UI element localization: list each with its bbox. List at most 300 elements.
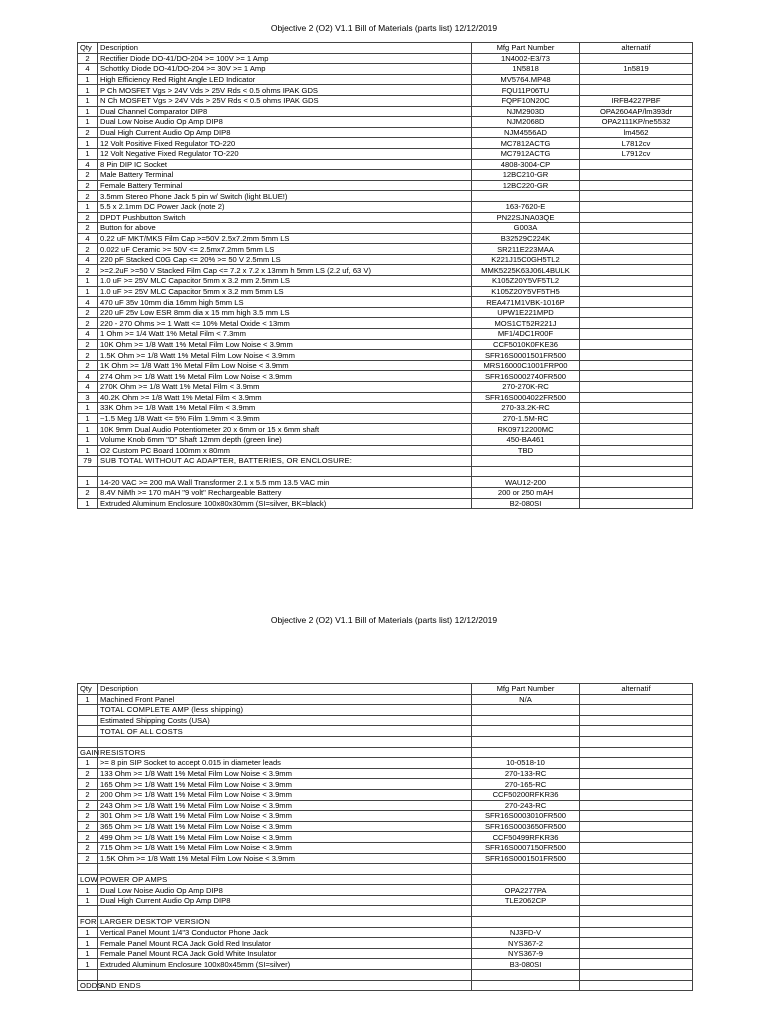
alternative-cell — [580, 180, 693, 191]
part-number-cell: 270-243-RC — [472, 800, 580, 811]
part-number-cell: MV5764.MP48 — [472, 74, 580, 85]
table-row — [78, 191, 693, 202]
table-row — [78, 307, 693, 318]
qty-cell: 2 — [78, 800, 98, 811]
alternative-cell — [580, 254, 693, 265]
table-row — [78, 318, 693, 329]
qty-cell: 1 — [78, 694, 98, 705]
qty-cell: 2 — [78, 350, 98, 361]
part-number-cell: MF1/4DC1R00F — [472, 329, 580, 340]
alternative-cell — [580, 948, 693, 959]
qty-cell — [78, 726, 98, 737]
part-number-cell: 10-0518-10 — [472, 758, 580, 769]
description-cell: 1K Ohm >= 1/8 Watt 1% Metal Film Low Noise < 3.9mm — [98, 360, 472, 371]
part-number-cell — [472, 715, 580, 726]
description-cell: Dual Channel Comparator DIP8 — [98, 106, 472, 117]
part-number-cell: 270-1.5M-RC — [472, 413, 580, 424]
table-row — [78, 244, 693, 255]
table-row — [78, 477, 693, 488]
table-row — [78, 906, 693, 917]
qty-cell: 1 — [78, 895, 98, 906]
alternative-cell — [580, 726, 693, 737]
table-row — [78, 948, 693, 959]
qty-cell: 2 — [78, 842, 98, 853]
table-row — [78, 821, 693, 832]
description-cell: 10K 9mm Dual Audio Potentiometer 20 x 6mm or 15 x 6mm shaft — [98, 424, 472, 435]
table-row — [78, 736, 693, 747]
description-cell: 0.022 uF Ceramic >= 50V <= 2.5mx7.2mm 5mm LS — [98, 244, 472, 255]
alternative-cell — [580, 371, 693, 382]
part-number-cell: G003A — [472, 223, 580, 234]
part-number-cell: 270-165-RC — [472, 779, 580, 790]
alternative-cell — [580, 170, 693, 181]
table-row — [78, 789, 693, 800]
description-cell: 1.5K Ohm >= 1/8 Watt 1% Metal Film Low Noise < 3.9mm — [98, 350, 472, 361]
alternative-cell — [580, 736, 693, 747]
qty-cell: 2 — [78, 53, 98, 64]
description-cell: SUB TOTAL WITHOUT AC ADAPTER, BATTERIES, OR ENCLOSURE: — [98, 456, 472, 467]
qty-cell: 1 — [78, 74, 98, 85]
part-number-cell — [472, 917, 580, 928]
table-row — [78, 286, 693, 297]
description-cell: 220 pF Stacked C0G Cap <= 20% >= 50 V 2.5mm LS — [98, 254, 472, 265]
header-qty: Qty — [78, 684, 98, 695]
table-row — [78, 339, 693, 350]
table-row — [78, 970, 693, 981]
description-cell: 274 Ohm >= 1/8 Watt 1% Metal Film Low Noise < 3.9mm — [98, 371, 472, 382]
alternative-cell: 1n5819 — [580, 64, 693, 75]
part-number-cell: CCF50499RFKR36 — [472, 832, 580, 843]
description-cell: 12 Volt Negative Fixed Regulator TO-220 — [98, 148, 472, 159]
table-row — [78, 445, 693, 456]
header-part-number: Mfg Part Number — [472, 43, 580, 54]
part-number-cell: UPW1E221MPD — [472, 307, 580, 318]
description-cell: Dual High Current Audio Op Amp DIP8 — [98, 895, 472, 906]
description-cell — [98, 970, 472, 981]
part-number-cell — [472, 747, 580, 758]
qty-cell: 2 — [78, 170, 98, 181]
qty-cell: 4 — [78, 382, 98, 393]
part-number-cell: SFR16S0007150FR500 — [472, 842, 580, 853]
qty-cell: 2 — [78, 811, 98, 822]
header-description: Description — [98, 43, 472, 54]
table-row — [78, 466, 693, 477]
qty-cell: 4 — [78, 297, 98, 308]
table-row — [78, 434, 693, 445]
table-row — [78, 768, 693, 779]
qty-cell: 2 — [78, 360, 98, 371]
part-number-cell: 163-7620-E — [472, 201, 580, 212]
description-cell — [98, 736, 472, 747]
table-row — [78, 201, 693, 212]
alternative-cell — [580, 276, 693, 287]
description-cell: 10K Ohm >= 1/8 Watt 1% Metal Film Low Noise < 3.9mm — [98, 339, 472, 350]
table-row — [78, 95, 693, 106]
table-row — [78, 350, 693, 361]
qty-cell: 1 — [78, 403, 98, 414]
qty-cell: 1 — [78, 148, 98, 159]
description-cell: 301 Ohm >= 1/8 Watt 1% Metal Film Low Noise < 3.9mm — [98, 811, 472, 822]
qty-cell: GAIN — [78, 747, 98, 758]
description-cell — [98, 864, 472, 875]
alternative-cell — [580, 747, 693, 758]
part-number-cell: OPA2277PA — [472, 885, 580, 896]
table-row — [78, 832, 693, 843]
alternative-cell: L7912cv — [580, 148, 693, 159]
description-cell: 715 Ohm >= 1/8 Watt 1% Metal Film Low Noise < 3.9mm — [98, 842, 472, 853]
part-number-cell: MC7812ACTG — [472, 138, 580, 149]
alternative-cell — [580, 874, 693, 885]
table-row — [78, 917, 693, 928]
description-cell: 220 uF 25v Low ESR 8mm dia x 15 mm high 3.5 mm LS — [98, 307, 472, 318]
qty-cell: 1 — [78, 959, 98, 970]
qty-cell: 1 — [78, 413, 98, 424]
qty-cell: 4 — [78, 329, 98, 340]
alternative-cell: lm4562 — [580, 127, 693, 138]
qty-cell — [78, 705, 98, 716]
alternative-cell — [580, 715, 693, 726]
table-row — [78, 938, 693, 949]
description-cell: 470 uF 35v 10mm dia 16mm high 5mm LS — [98, 297, 472, 308]
table-row — [78, 758, 693, 769]
qty-cell: 4 — [78, 233, 98, 244]
description-cell: P Ch MOSFET Vgs > 24V Vds > 25V Rds < 0.5 ohms IPAK GDS — [98, 85, 472, 96]
qty-cell: 1 — [78, 948, 98, 959]
part-number-cell: MRS16000C1001FRP00 — [472, 360, 580, 371]
table-row — [78, 403, 693, 414]
table-row — [78, 297, 693, 308]
table-row — [78, 360, 693, 371]
table-row — [78, 106, 693, 117]
part-number-cell: SFR16S0002740FR500 — [472, 371, 580, 382]
table-row — [78, 424, 693, 435]
table-row — [78, 413, 693, 424]
part-number-cell: CCF50200RFKR36 — [472, 789, 580, 800]
description-cell: 1.0 uF >= 25V MLC Capacitor 5mm x 3.2 mm 2.5mm LS — [98, 276, 472, 287]
page-title: Objective 2 (O2) V1.1 Bill of Materials (parts list) 12/12/2019 — [270, 23, 498, 33]
description-cell: Schottky Diode DO-41/DO-204 >= 30V >= 1 Amp — [98, 64, 472, 75]
qty-cell: 1 — [78, 434, 98, 445]
alternative-cell — [580, 233, 693, 244]
description-cell: Rectifier Diode DO-41/DO-204 >= 100V >= 1 Amp — [98, 53, 472, 64]
table-row — [78, 715, 693, 726]
table-row — [78, 329, 693, 340]
alternative-cell — [580, 980, 693, 991]
part-number-cell — [472, 980, 580, 991]
alternative-cell — [580, 413, 693, 424]
qty-cell: 1 — [78, 286, 98, 297]
description-cell: 8 Pin DIP IC Socket — [98, 159, 472, 170]
qty-cell: 2 — [78, 180, 98, 191]
description-cell: 14-20 VAC >= 200 mA Wall Transformer 2.1 x 5.5 mm 13.5 VAC min — [98, 477, 472, 488]
alternative-cell — [580, 959, 693, 970]
alternative-cell: IRFB4227PBF — [580, 95, 693, 106]
description-cell: O2 Custom PC Board 100mm x 80mm — [98, 445, 472, 456]
qty-cell: ODDS — [78, 980, 98, 991]
description-cell — [98, 466, 472, 477]
alternative-cell — [580, 917, 693, 928]
qty-cell — [78, 906, 98, 917]
qty-cell: 1 — [78, 927, 98, 938]
description-cell: Button for above — [98, 223, 472, 234]
part-number-cell — [472, 191, 580, 202]
description-cell: 270K Ohm >= 1/8 Watt 1% Metal Film < 3.9mm — [98, 382, 472, 393]
qty-cell — [78, 736, 98, 747]
description-cell: Female Panel Mount RCA Jack Gold White Insulator — [98, 948, 472, 959]
table-row — [78, 223, 693, 234]
part-number-cell: SFR16S0001501FR500 — [472, 853, 580, 864]
part-number-cell: NYS367-9 — [472, 948, 580, 959]
description-cell: Female Battery Terminal — [98, 180, 472, 191]
description-cell: 1.0 uF >= 25V MLC Capacitor 5mm x 3.2 mm 5mm LS — [98, 286, 472, 297]
alternative-cell — [580, 466, 693, 477]
table-row — [78, 487, 693, 498]
part-number-cell: FQPF10N20C — [472, 95, 580, 106]
qty-cell: 2 — [78, 127, 98, 138]
part-number-cell: SR211E223MAA — [472, 244, 580, 255]
part-number-cell: 200 or 250 mAH — [472, 487, 580, 498]
qty-cell: 4 — [78, 64, 98, 75]
description-cell — [98, 906, 472, 917]
part-number-cell — [472, 906, 580, 917]
part-number-cell: RK09712200MC — [472, 424, 580, 435]
part-number-cell: B3-080SI — [472, 959, 580, 970]
qty-cell: 1 — [78, 276, 98, 287]
alternative-cell — [580, 85, 693, 96]
header-alternative: alternatif — [580, 684, 693, 695]
part-number-cell: 12BC220-GR — [472, 180, 580, 191]
part-number-cell: WAU12-200 — [472, 477, 580, 488]
part-number-cell: 12BC210-GR — [472, 170, 580, 181]
alternative-cell — [580, 424, 693, 435]
table-header-row — [78, 43, 693, 54]
description-cell: >=2.2uF >=50 V Stacked Film Cap <= 7.2 x 7.2 x 13mm h 5mm LS (2.2 uf, 63 V) — [98, 265, 472, 276]
table-row — [78, 53, 693, 64]
alternative-cell — [580, 758, 693, 769]
part-number-cell: 4808-3004-CP — [472, 159, 580, 170]
table-row — [78, 233, 693, 244]
alternative-cell — [580, 906, 693, 917]
alternative-cell — [580, 705, 693, 716]
part-number-cell: NYS367-2 — [472, 938, 580, 949]
alternative-cell — [580, 159, 693, 170]
table-row — [78, 811, 693, 822]
part-number-cell: TLE2062CP — [472, 895, 580, 906]
alternative-cell — [580, 350, 693, 361]
alternative-cell — [580, 477, 693, 488]
qty-cell: 1 — [78, 138, 98, 149]
qty-cell: LOW — [78, 874, 98, 885]
alternative-cell — [580, 800, 693, 811]
part-number-cell — [472, 466, 580, 477]
qty-cell: 1 — [78, 117, 98, 128]
description-cell: 0.22 uF MKT/MKS Film Cap >=50V 2.5x7.2mm 5mm LS — [98, 233, 472, 244]
alternative-cell — [580, 821, 693, 832]
qty-cell — [78, 715, 98, 726]
qty-cell: 2 — [78, 487, 98, 498]
alternative-cell — [580, 456, 693, 467]
description-cell: 165 Ohm >= 1/8 Watt 1% Metal Film Low Noise < 3.9mm — [98, 779, 472, 790]
alternative-cell — [580, 970, 693, 981]
qty-cell: 1 — [78, 106, 98, 117]
part-number-cell: 270-133-RC — [472, 768, 580, 779]
part-number-cell: SFR16S0003010FR500 — [472, 811, 580, 822]
alternative-cell — [580, 53, 693, 64]
part-number-cell: B2-080SI — [472, 498, 580, 509]
description-cell: Female Panel Mount RCA Jack Gold Red Insulator — [98, 938, 472, 949]
description-cell: 33K Ohm >= 1/8 Watt 1% Metal Film < 3.9mm — [98, 403, 472, 414]
alternative-cell — [580, 789, 693, 800]
alternative-cell — [580, 307, 693, 318]
description-cell: 499 Ohm >= 1/8 Watt 1% Metal Film Low Noise < 3.9mm — [98, 832, 472, 843]
table-row — [78, 392, 693, 403]
alternative-cell: OPA2604AP/lm393dr — [580, 106, 693, 117]
part-number-cell: K221J15C0GH5TL2 — [472, 254, 580, 265]
alternative-cell — [580, 329, 693, 340]
part-number-cell — [472, 864, 580, 875]
table-row — [78, 927, 693, 938]
description-cell: Estimated Shipping Costs (USA) — [98, 715, 472, 726]
alternative-cell: L7812cv — [580, 138, 693, 149]
table-header-row — [78, 684, 693, 695]
alternative-cell — [580, 339, 693, 350]
header-qty: Qty — [78, 43, 98, 54]
qty-cell: 2 — [78, 191, 98, 202]
qty-cell: 3 — [78, 392, 98, 403]
alternative-cell — [580, 201, 693, 212]
qty-cell: 2 — [78, 244, 98, 255]
qty-cell: 4 — [78, 371, 98, 382]
qty-cell: 2 — [78, 789, 98, 800]
header-part-number: Mfg Part Number — [472, 684, 580, 695]
alternative-cell — [580, 445, 693, 456]
table-row — [78, 74, 693, 85]
qty-cell: 1 — [78, 938, 98, 949]
description-cell: 12 Volt Positive Fixed Regulator TO-220 — [98, 138, 472, 149]
table-row — [78, 254, 693, 265]
description-cell: Extruded Aluminum Enclosure 100x80x45mm (SI=silver) — [98, 959, 472, 970]
alternative-cell — [580, 938, 693, 949]
qty-cell: 2 — [78, 339, 98, 350]
table-row — [78, 265, 693, 276]
description-cell: 1.5K Ohm >= 1/8 Watt 1% Metal Film Low Noise < 3.9mm — [98, 853, 472, 864]
alternative-cell — [580, 694, 693, 705]
table-row — [78, 874, 693, 885]
qty-cell: 1 — [78, 758, 98, 769]
table-row — [78, 456, 693, 467]
table-row — [78, 864, 693, 875]
description-cell: 8.4V NiMh >= 170 mAH "9 volt" Rechargeable Battery — [98, 487, 472, 498]
alternative-cell — [580, 265, 693, 276]
qty-cell: 4 — [78, 254, 98, 265]
alternative-cell — [580, 360, 693, 371]
description-cell: 5.5 x 2.1mm DC Power Jack (note 2) — [98, 201, 472, 212]
alternative-cell — [580, 286, 693, 297]
table-row — [78, 694, 693, 705]
alternative-cell — [580, 74, 693, 85]
qty-cell: 2 — [78, 223, 98, 234]
description-cell: Male Battery Terminal — [98, 170, 472, 181]
part-number-cell: K105Z20Y5VF5TH5 — [472, 286, 580, 297]
alternative-cell — [580, 318, 693, 329]
qty-cell: 79 — [78, 456, 98, 467]
part-number-cell: K105Z20Y5VF5TL2 — [472, 276, 580, 287]
alternative-cell — [580, 864, 693, 875]
table-row — [78, 747, 693, 758]
description-cell: 133 Ohm >= 1/8 Watt 1% Metal Film Low Noise < 3.9mm — [98, 768, 472, 779]
part-number-cell: NJM2903D — [472, 106, 580, 117]
bom-table-page-2 — [77, 683, 693, 991]
description-cell: Machined Front Panel — [98, 694, 472, 705]
part-number-cell — [472, 970, 580, 981]
description-cell: DPDT Pushbutton Switch — [98, 212, 472, 223]
part-number-cell: 270-270K-RC — [472, 382, 580, 393]
table-row — [78, 498, 693, 509]
part-number-cell: PN22SJNA03QE — [472, 212, 580, 223]
table-row — [78, 895, 693, 906]
part-number-cell — [472, 736, 580, 747]
part-number-cell: B32529C224K — [472, 233, 580, 244]
qty-cell — [78, 864, 98, 875]
table-row — [78, 885, 693, 896]
part-number-cell: 270-33.2K-RC — [472, 403, 580, 414]
table-row — [78, 842, 693, 853]
part-number-cell: REA471M1VBK-1016P — [472, 297, 580, 308]
description-cell: 365 Ohm >= 1/8 Watt 1% Metal Film Low Noise < 3.9mm — [98, 821, 472, 832]
table-row — [78, 779, 693, 790]
alternative-cell — [580, 779, 693, 790]
table-row — [78, 170, 693, 181]
qty-cell: 2 — [78, 832, 98, 843]
description-cell: Volume Knob 6mm "D" Shaft 12mm depth (green line) — [98, 434, 472, 445]
description-cell: Extruded Aluminum Enclosure 100x80x30mm (SI=silver, BK=black) — [98, 498, 472, 509]
description-cell: 40.2K Ohm >= 1/8 Watt 1% Metal Film < 3.9mm — [98, 392, 472, 403]
table-row — [78, 959, 693, 970]
description-cell: High Efficiency Red Right Angle LED Indicator — [98, 74, 472, 85]
qty-cell: 2 — [78, 307, 98, 318]
description-cell: POWER OP AMPS — [98, 874, 472, 885]
description-cell: RESISTORS — [98, 747, 472, 758]
part-number-cell: CCF5010K0FKE36 — [472, 339, 580, 350]
part-number-cell: NJ3FD-V — [472, 927, 580, 938]
description-cell: 220 - 270 Ohms >= 1 Watt <= 10% Metal Oxide < 13mm — [98, 318, 472, 329]
qty-cell: 1 — [78, 95, 98, 106]
qty-cell: 2 — [78, 821, 98, 832]
header-description: Description — [98, 684, 472, 695]
description-cell: AND ENDS — [98, 980, 472, 991]
part-number-cell: SFR16S0004022FR500 — [472, 392, 580, 403]
alternative-cell — [580, 842, 693, 853]
description-cell: Dual High Current Audio Op Amp DIP8 — [98, 127, 472, 138]
qty-cell — [78, 466, 98, 477]
description-cell: 3.5mm Stereo Phone Jack 5 pin w/ Switch (light BLUE!) — [98, 191, 472, 202]
alternative-cell — [580, 927, 693, 938]
description-cell: N Ch MOSFET Vgs > 24V Vds > 25V Rds < 0.5 ohms IPAK GDS — [98, 95, 472, 106]
table-row — [78, 800, 693, 811]
part-number-cell: MC7912ACTG — [472, 148, 580, 159]
description-cell: 1 Ohm >= 1/4 Watt 1% Metal Film < 7.3mm — [98, 329, 472, 340]
description-cell: >= 8 pin SIP Socket to accept 0.015 in diameter leads — [98, 758, 472, 769]
description-cell: 243 Ohm >= 1/8 Watt 1% Metal Film Low Noise < 3.9mm — [98, 800, 472, 811]
part-number-cell — [472, 705, 580, 716]
qty-cell: 4 — [78, 159, 98, 170]
part-number-cell: NJM2068D — [472, 117, 580, 128]
table-row — [78, 64, 693, 75]
part-number-cell: MOS1CT52R221J — [472, 318, 580, 329]
part-number-cell: FQU11P06TU — [472, 85, 580, 96]
alternative-cell — [580, 223, 693, 234]
alternative-cell: OPA2111KP/ne5532 — [580, 117, 693, 128]
